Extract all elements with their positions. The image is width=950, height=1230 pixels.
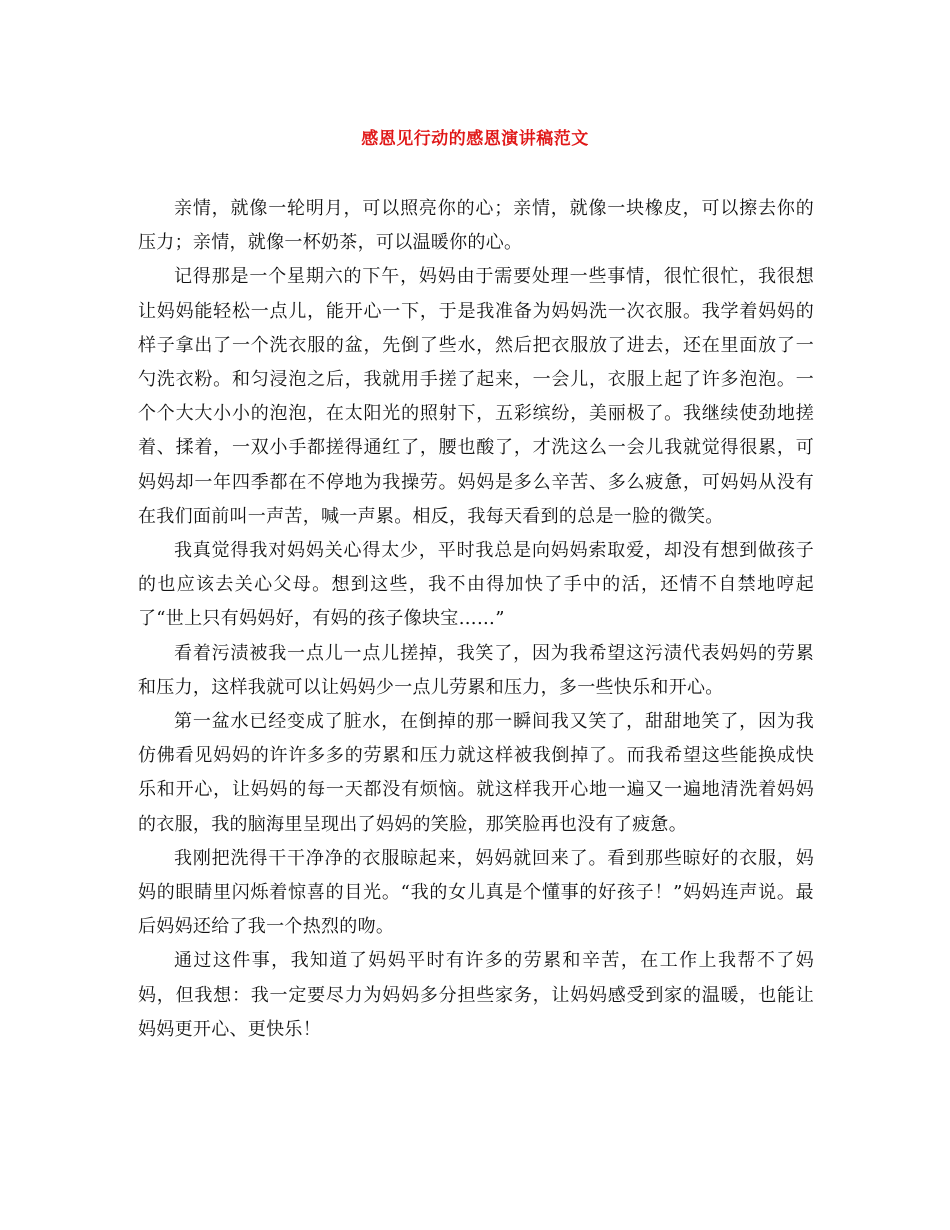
paragraph-7: 通过这件事，我知道了妈妈平时有许多的劳累和辛苦，在工作上我帮不了妈妈，但我想：我一定要尽力为妈妈多分担些家务，让妈妈感受到家的温暖，也能让妈妈更开心、更快乐！ xyxy=(138,950,814,1040)
document-title: 感恩见行动的感恩演讲稿范文 xyxy=(361,129,589,149)
paragraph-6: 我刚把洗得干干净净的衣服晾起来，妈妈就回来了。看到那些晾好的衣服，妈妈的眼睛里闪烁着惊喜的目光。“我的女儿真是个懂事的好孩子！”妈妈连声说。最后妈妈还给了我一个热烈的吻。 xyxy=(138,847,814,938)
paragraph-4: 看着污渍被我一点儿一点儿搓掉，我笑了，因为我希望这污渍代表妈妈的劳累和压力，这样我就可以让妈妈少一点儿劳累和压力，多一些快乐和开心。 xyxy=(138,642,814,698)
paragraph-2: 记得那是一个星期六的下午，妈妈由于需要处理一些事情，很忙很忙，我很想让妈妈能轻松一点儿，能开心一下，于是我准备为妈妈洗一次衣服。我学着妈妈的样子拿出了一个洗衣服的盆，先倒了些水，然后把衣服放了进去，还在里面放了一勺洗衣粉。和匀浸泡之后，我就用手搓了起来，一会儿，衣服上起了许多泡泡。一个个大大小小的泡泡，在太阳光的照射下，五彩缤纷，美丽极了。我继续使劲地搓着、揉着，一双小手都搓得通红了，腰也酸了，才洗这么一会儿我就觉得很累，可妈妈却一年四季都在不停地为我操劳。妈妈是多么辛苦、多么疲惫，可妈妈从没有在我们面前叫一声苦，喊一声累。相反，我每天看到的总是一脸的微笑。 xyxy=(138,266,814,527)
paragraph-5: 第一盆水已经变成了脏水，在倒掉的那一瞬间我又笑了，甜甜地笑了，因为我仿佛看见妈妈的许许多多的劳累和压力就这样被我倒掉了。而我希望这些能换成快乐和开心，让妈妈的每一天都没有烦恼。就这样我开心地一遍又一遍地清洗着妈妈的衣服，我的脑海里呈现出了妈妈的笑脸，那笑脸再也没有了疲惫。 xyxy=(138,711,814,835)
paragraph-3: 我真觉得我对妈妈关心得太少，平时我总是向妈妈索取爱，却没有想到做孩子的也应该去关心父母。想到这些，我不由得加快了手中的活，还情不自禁地哼起了“世上只有妈妈好，有妈的孩子像块宝……” xyxy=(138,540,814,630)
document-body xyxy=(138,192,814,1047)
paragraph-1: 亲情，就像一轮明月，可以照亮你的心；亲情，就像一块橡皮，可以擦去你的压力；亲情，就像一杯奶茶，可以温暖你的心。 xyxy=(138,198,814,254)
